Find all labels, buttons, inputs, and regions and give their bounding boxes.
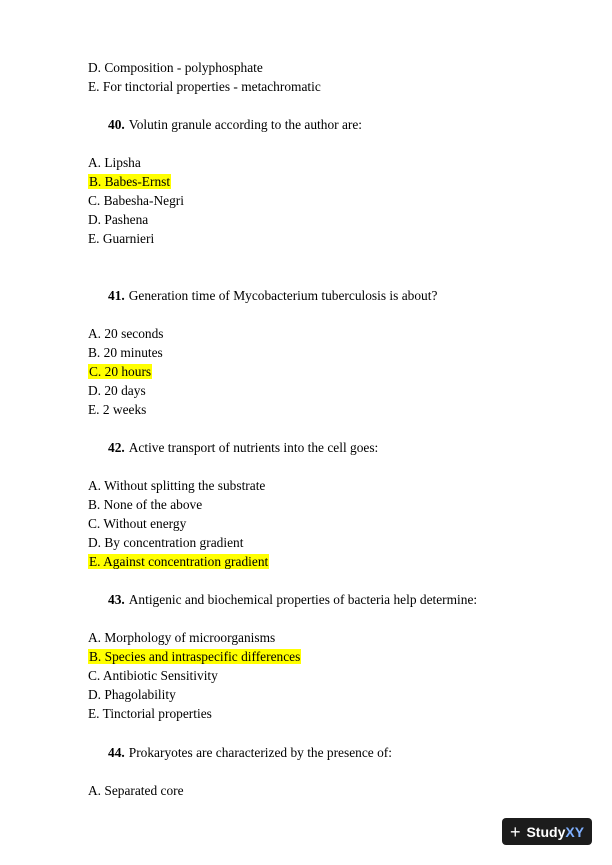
question-43 <box>108 591 477 608</box>
question-number: 43. <box>108 592 125 607</box>
option-correct <box>88 648 301 665</box>
question-text: Generation time of Mycobacterium tuberculosis is about? <box>128 288 438 303</box>
option: A. Separated core <box>88 783 184 798</box>
answer-highlight: B. Species and intraspecific differences <box>89 649 301 664</box>
option: C. Antibiotic Sensitivity <box>88 668 218 683</box>
question-text: Volutin granule according to the author are: <box>128 117 363 132</box>
question-41 <box>108 287 437 304</box>
option: C. Babesha-Negri <box>88 193 184 208</box>
question-number: 42. <box>108 440 125 455</box>
option: D. Pashena <box>88 212 149 227</box>
option: A. Without splitting the substrate <box>88 478 266 493</box>
option-correct <box>88 553 269 570</box>
option: B. 20 minutes <box>88 345 163 360</box>
question-text: Prokaryotes are characterized by the presence of: <box>128 745 392 760</box>
question-text: Active transport of nutrients into the cell goes: <box>128 440 379 455</box>
pre-line-2: E. For tinctorial properties - metachromatic <box>88 79 321 94</box>
option: D. Phagolability <box>88 687 176 702</box>
pre-line-1: D. Composition - polyphosphate <box>88 60 263 75</box>
brand-accent: XY <box>565 823 585 840</box>
brand-logo <box>526 824 584 840</box>
option-correct <box>88 173 171 190</box>
option-correct <box>88 363 152 380</box>
question-40 <box>108 116 362 133</box>
option: D. 20 days <box>88 383 146 398</box>
studyxy-badge[interactable] <box>502 818 592 845</box>
option: D. By concentration gradient <box>88 535 244 550</box>
question-44 <box>108 744 392 761</box>
option: A. 20 seconds <box>88 326 164 341</box>
option: E. Tinctorial properties <box>88 706 212 721</box>
option: A. Lipsha <box>88 155 141 170</box>
option: E. 2 weeks <box>88 402 147 417</box>
question-42 <box>108 439 378 456</box>
answer-highlight: B. Babes-Ernst <box>89 174 171 189</box>
option: B. None of the above <box>88 497 203 512</box>
option: C. Without energy <box>88 516 187 531</box>
option: E. Guarnieri <box>88 231 155 246</box>
question-text: Antigenic and biochemical properties of bacteria help determine: <box>128 592 478 607</box>
answer-highlight: E. Against concentration gradient <box>89 554 269 569</box>
plus-icon: + <box>509 821 521 842</box>
question-number: 40. <box>108 117 125 132</box>
answer-highlight: C. 20 hours <box>89 364 152 379</box>
brand-main: Study <box>526 823 566 840</box>
option: A. Morphology of microorganisms <box>88 630 276 645</box>
question-number: 44. <box>108 745 125 760</box>
question-number: 41. <box>108 288 125 303</box>
